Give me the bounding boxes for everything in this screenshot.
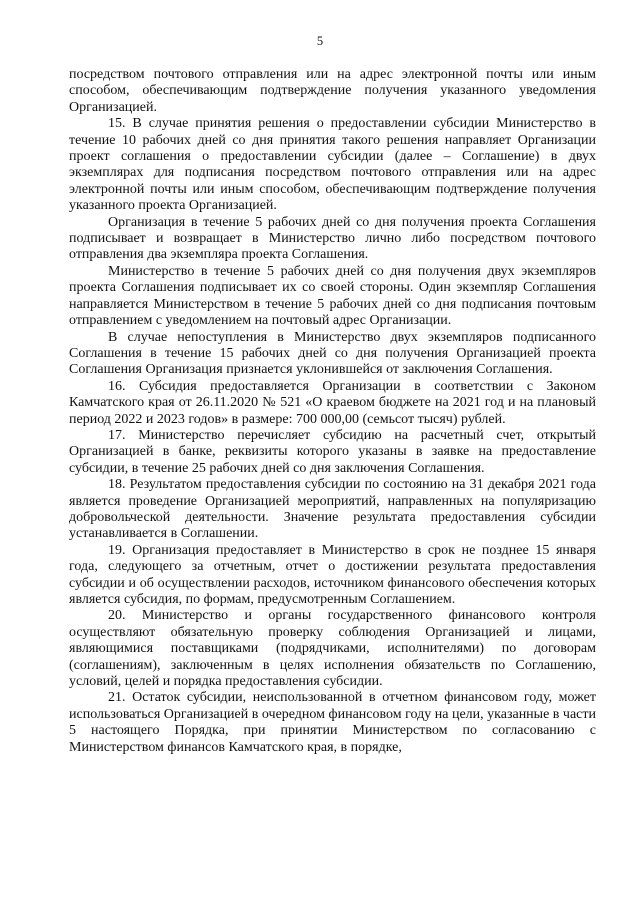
paragraph-20: 20. Министерство и органы государственного финансового контроля осуществляют обязательную проверку соблюдения Организацией и лицами, являющимися поставщиками (подрядчиками, исполнителями) по договорам (соглашениям), заключенным в целях исполнения обязательств по Соглашению, условий, целей и порядка предоставления субсидии.	[69, 608, 596, 690]
document-body	[69, 67, 596, 756]
paragraph-18: 18. Результатом предоставления субсидии по состоянию на 31 декабря 2021 года является проведение Организацией мероприятий, направленных на популяризацию добровольческой деятельности. Значение результата предоставления субсидии устанавливается в Соглашении.	[69, 477, 596, 542]
paragraph-16: 16. Субсидия предоставляется Организации в соответствии с Законом Камчатского края от 26.11.2020 № 521 «О краевом бюджете на 2021 год и на плановый период 2022 и 2023 годов» в размере: 700 000,00 (семьсот тысяч) рублей.	[69, 378, 596, 427]
paragraph-15: 15. В случае принятия решения о предоставлении субсидии Министерство в течение 10 рабочих дней со дня принятия такого решения направляет Организации проект соглашения о предоставлении субсидии (далее – Соглашение) в двух экземплярах для подписания посредством почтового отправления или на адрес электронной почты или иным способом, обеспечивающим подтверждение получения указанного проекта Организацией.	[69, 116, 596, 214]
paragraph-17: 17. Министерство перечисляет субсидию на расчетный счет, открытый Организацией в банке, реквизиты которого указаны в заявке на предоставление субсидии, в течение 25 рабочих дней со дня заключения Соглашения.	[69, 427, 596, 476]
paragraph-21: 21. Остаток субсидии, неиспользованной в отчетном финансовом году, может использоваться Организацией в очередном финансовом году на цели, указанные в части 5 настоящего Порядка, при принятии Министерством по согласованию с Министерством финансов Камчатского края, в порядке,	[69, 690, 596, 755]
paragraph-15-ministry-signing: Министерство в течение 5 рабочих дней со дня получения двух экземпляров проекта Соглашения подписывает их со своей стороны. Один экземпляр Соглашения направляется Министерством в течение 5 рабочих дней со дня подписания почтовым отправлением с уведомлением на почтовый адрес Организации.	[69, 263, 596, 329]
paragraph-15-evasion: В случае непоступления в Министерство двух экземпляров подписанного Соглашения в течение 15 рабочих дней со дня получения Организацией проекта Соглашения Организация признается уклонившейся от заключения Соглашения.	[69, 329, 596, 378]
page-number: 5	[316, 34, 324, 48]
paragraph-19: 19. Организация предоставляет в Министерство в срок не позднее 15 января года, следующего за отчетным, отчет о достижении результата предоставления субсидии и об осуществлении расходов, источником финансового обеспечения которых является субсидия, по формам, предусмотренным Соглашением.	[69, 542, 596, 607]
paragraph-15-signing: Организация в течение 5 рабочих дней со дня получения проекта Соглашения подписывает и возвращает в Министерство лично либо посредством почтового отправления два экземпляра проекта Соглашения.	[69, 214, 596, 263]
paragraph-continuation: посредством почтового отправления или на адрес электронной почты или иным способом, обеспечивающим подтверждение получения указанного уведомления Организацией.	[69, 67, 596, 115]
